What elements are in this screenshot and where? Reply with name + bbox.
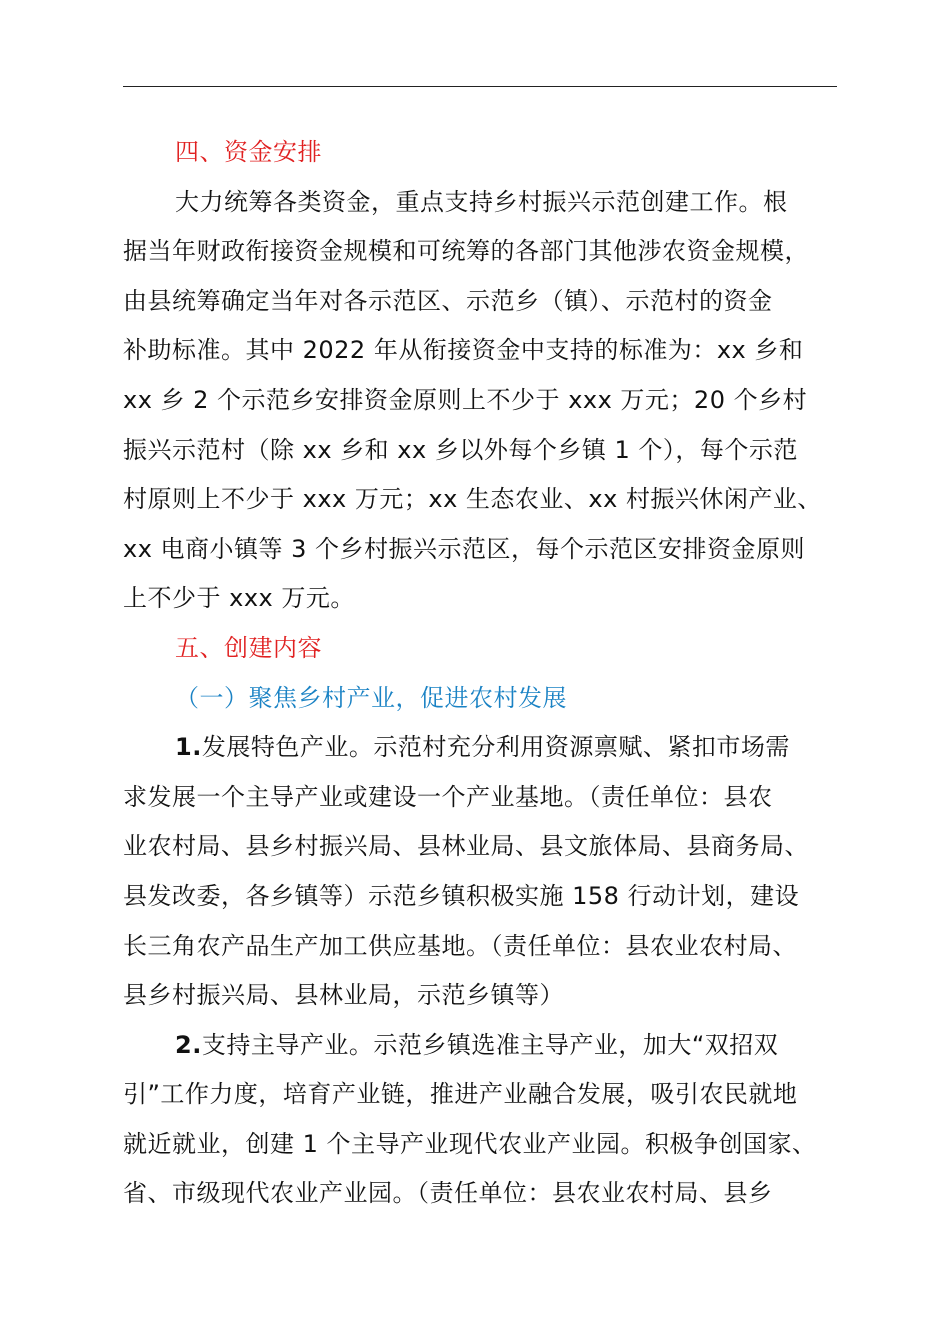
section-5-heading: 五、创建内容 [175,633,322,662]
section-4-line-9: 上不少于 xxx 万元。 [123,584,355,613]
section-4-line-3: 由县统筹确定当年对各示范区、示范乡（镇）、示范村的资金 [123,286,773,315]
section-4-heading: 四、资金安排 [175,138,322,166]
item-1-first-line [123,723,837,773]
item-1-line-6: 县乡村振兴局、县林业局，示范乡镇等） [123,981,564,1010]
document-body [123,128,837,1219]
item-1-line-2: 求发展一个主导产业或建设一个产业基地。（责任单位：县农 [123,782,773,811]
section-4-line-8: xx 电商小镇等 3 个乡村振兴示范区，每个示范区安排资金原则 [123,534,806,563]
item-1-line-3: 业农村局、县乡村振兴局、县林业局、县文旅体局、县商务局、 [123,832,809,861]
section-4-line-6: 振兴示范村（除 xx 乡和 xx 乡以外每个乡镇 1 个），每个示范 [123,435,798,464]
item-1-line-4: 县发改委，各乡镇等）示范乡镇积极实施 158 行动计划，建设 [123,881,800,910]
item-1-first-text: 发展特色产业。示范村充分利用资源禀赋、紧扣市场需 [201,733,790,762]
item-1-number: 1. [175,733,202,762]
item-2-first-text: 支持主导产业。示范乡镇选准主导产业，加大“双招双 [201,1030,779,1059]
section-4-line-5: xx 乡 2 个示范乡安排资金原则上不少于 xxx 万元；20 个乡村 [123,385,808,414]
section-4-line-2: 据当年财政衔接资金规模和可统筹的各部门其他涉农资金规模， [123,237,809,266]
section-4-line-7: 村原则上不少于 xxx 万元；xx 生态农业、xx 村振兴休闲产业、 [123,485,822,514]
item-2-number: 2. [175,1030,202,1059]
item-1-line-5: 长三角农产品生产加工供应基地。（责任单位：县农业农村局、 [123,931,797,960]
item-2-line-3: 就近就业，创建 1 个主导产业现代农业产业园。积极争创国家、 [123,1129,817,1158]
section-4-line-1: 大力统筹各类资金，重点支持乡村振兴示范创建工作。根 [175,187,788,216]
subsection-1-heading: （一）聚焦乡村产业，促进农村发展 [175,683,567,712]
item-2-first-line [123,1021,837,1071]
header-rule [123,86,837,87]
section-4-line-4: 补助标准。其中 2022 年从衔接资金中支持的标准为：xx 乡和 [123,336,804,365]
item-2-line-4: 省、市级现代农业产业园。（责任单位：县农业农村局、县乡 [123,1179,773,1208]
item-2-line-2: 引”工作力度，培育产业链，推进产业融合发展，吸引农民就地 [123,1080,798,1109]
